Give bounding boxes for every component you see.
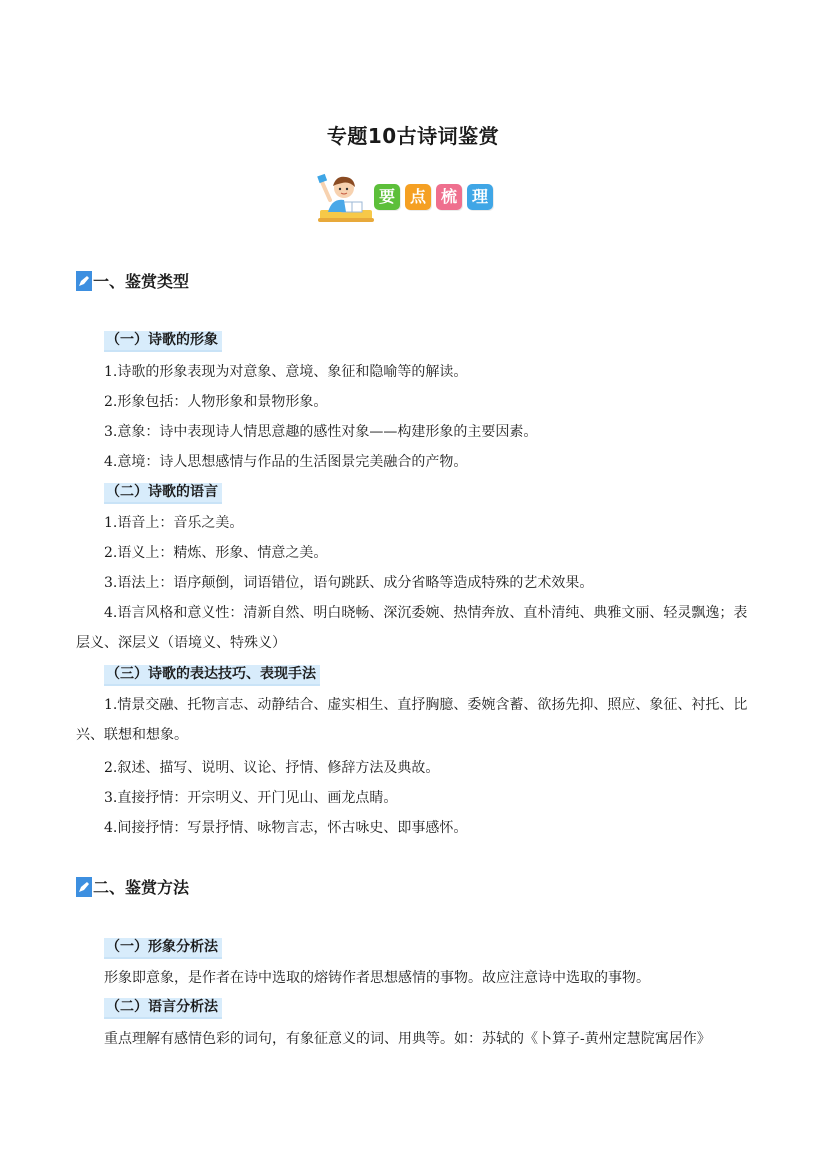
pen-icon xyxy=(76,877,92,897)
pen-icon xyxy=(76,271,92,291)
paragraph: 4.意境：诗人思想感情与作品的生活图景完美融合的产物。 xyxy=(104,454,468,470)
paragraph: 4.语言风格和意义性：清新自然、明白晓畅、深沉委婉、热情奔放、直朴清纯、典雅文丽、轻灵飘逸；表层义、深层义（语境义、特殊义） xyxy=(76,605,748,651)
paragraph: 重点理解有感情色彩的词句，有象征意义的词、用典等。如：苏轼的《卜算子-黄州定慧院寓居作》 xyxy=(104,1031,711,1047)
subsection-heading: （一）形象分析法 xyxy=(104,938,222,959)
paragraph: 1.语音上：音乐之美。 xyxy=(104,515,244,531)
section-heading-text: 一、鉴赏类型 xyxy=(93,272,190,291)
badge-li: 理 xyxy=(467,184,493,210)
paragraph: 1.情景交融、托物言志、动静结合、虚实相生、直抒胸臆、委婉含蓄、欲扬先抑、照应、象征、衬托、比兴、联想和想象。 xyxy=(76,697,748,743)
paragraph: 3.直接抒情：开宗明义、开门见山、画龙点睛。 xyxy=(104,790,398,806)
paragraph: 2.形象包括：人物形象和景物形象。 xyxy=(104,394,328,410)
subsection-heading: （三）诗歌的表达技巧、表现手法 xyxy=(104,665,320,686)
studying-child-illustration xyxy=(316,172,374,224)
page-title: 专题10古诗词鉴赏 xyxy=(326,124,500,148)
paragraph: 2.叙述、描写、说明、议论、抒情、修辞方法及典故。 xyxy=(104,760,440,776)
paragraph: 2.语义上：精炼、形象、情意之美。 xyxy=(104,545,328,561)
key-points-banner xyxy=(316,172,508,224)
badge-dian: 点 xyxy=(405,184,431,210)
subsection-heading: （一）诗歌的形象 xyxy=(104,331,222,352)
paragraph: 1.诗歌的形象表现为对意象、意境、象征和隐喻等的解读。 xyxy=(104,364,468,380)
paragraph: 4.间接抒情：写景抒情、咏物言志，怀古咏史、即事感怀。 xyxy=(104,820,468,836)
paragraph: 3.意象：诗中表现诗人情思意趣的感性对象——构建形象的主要因素。 xyxy=(104,424,538,440)
badge-yao: 要 xyxy=(374,184,400,210)
badge-row xyxy=(374,184,493,210)
subsection-heading: （二）诗歌的语言 xyxy=(104,483,222,504)
paragraph: 形象即意象，是作者在诗中选取的熔铸作者思想感情的事物。故应注意诗中选取的事物。 xyxy=(104,970,650,986)
section-heading-text: 二、鉴赏方法 xyxy=(93,878,190,897)
badge-shu: 梳 xyxy=(436,184,462,210)
paragraph: 3.语法上：语序颠倒，词语错位，语句跳跃、成分省略等造成特殊的艺术效果。 xyxy=(104,575,594,591)
section-heading xyxy=(76,875,189,898)
subsection-heading: （二）语言分析法 xyxy=(104,998,222,1019)
section-heading xyxy=(76,269,189,292)
